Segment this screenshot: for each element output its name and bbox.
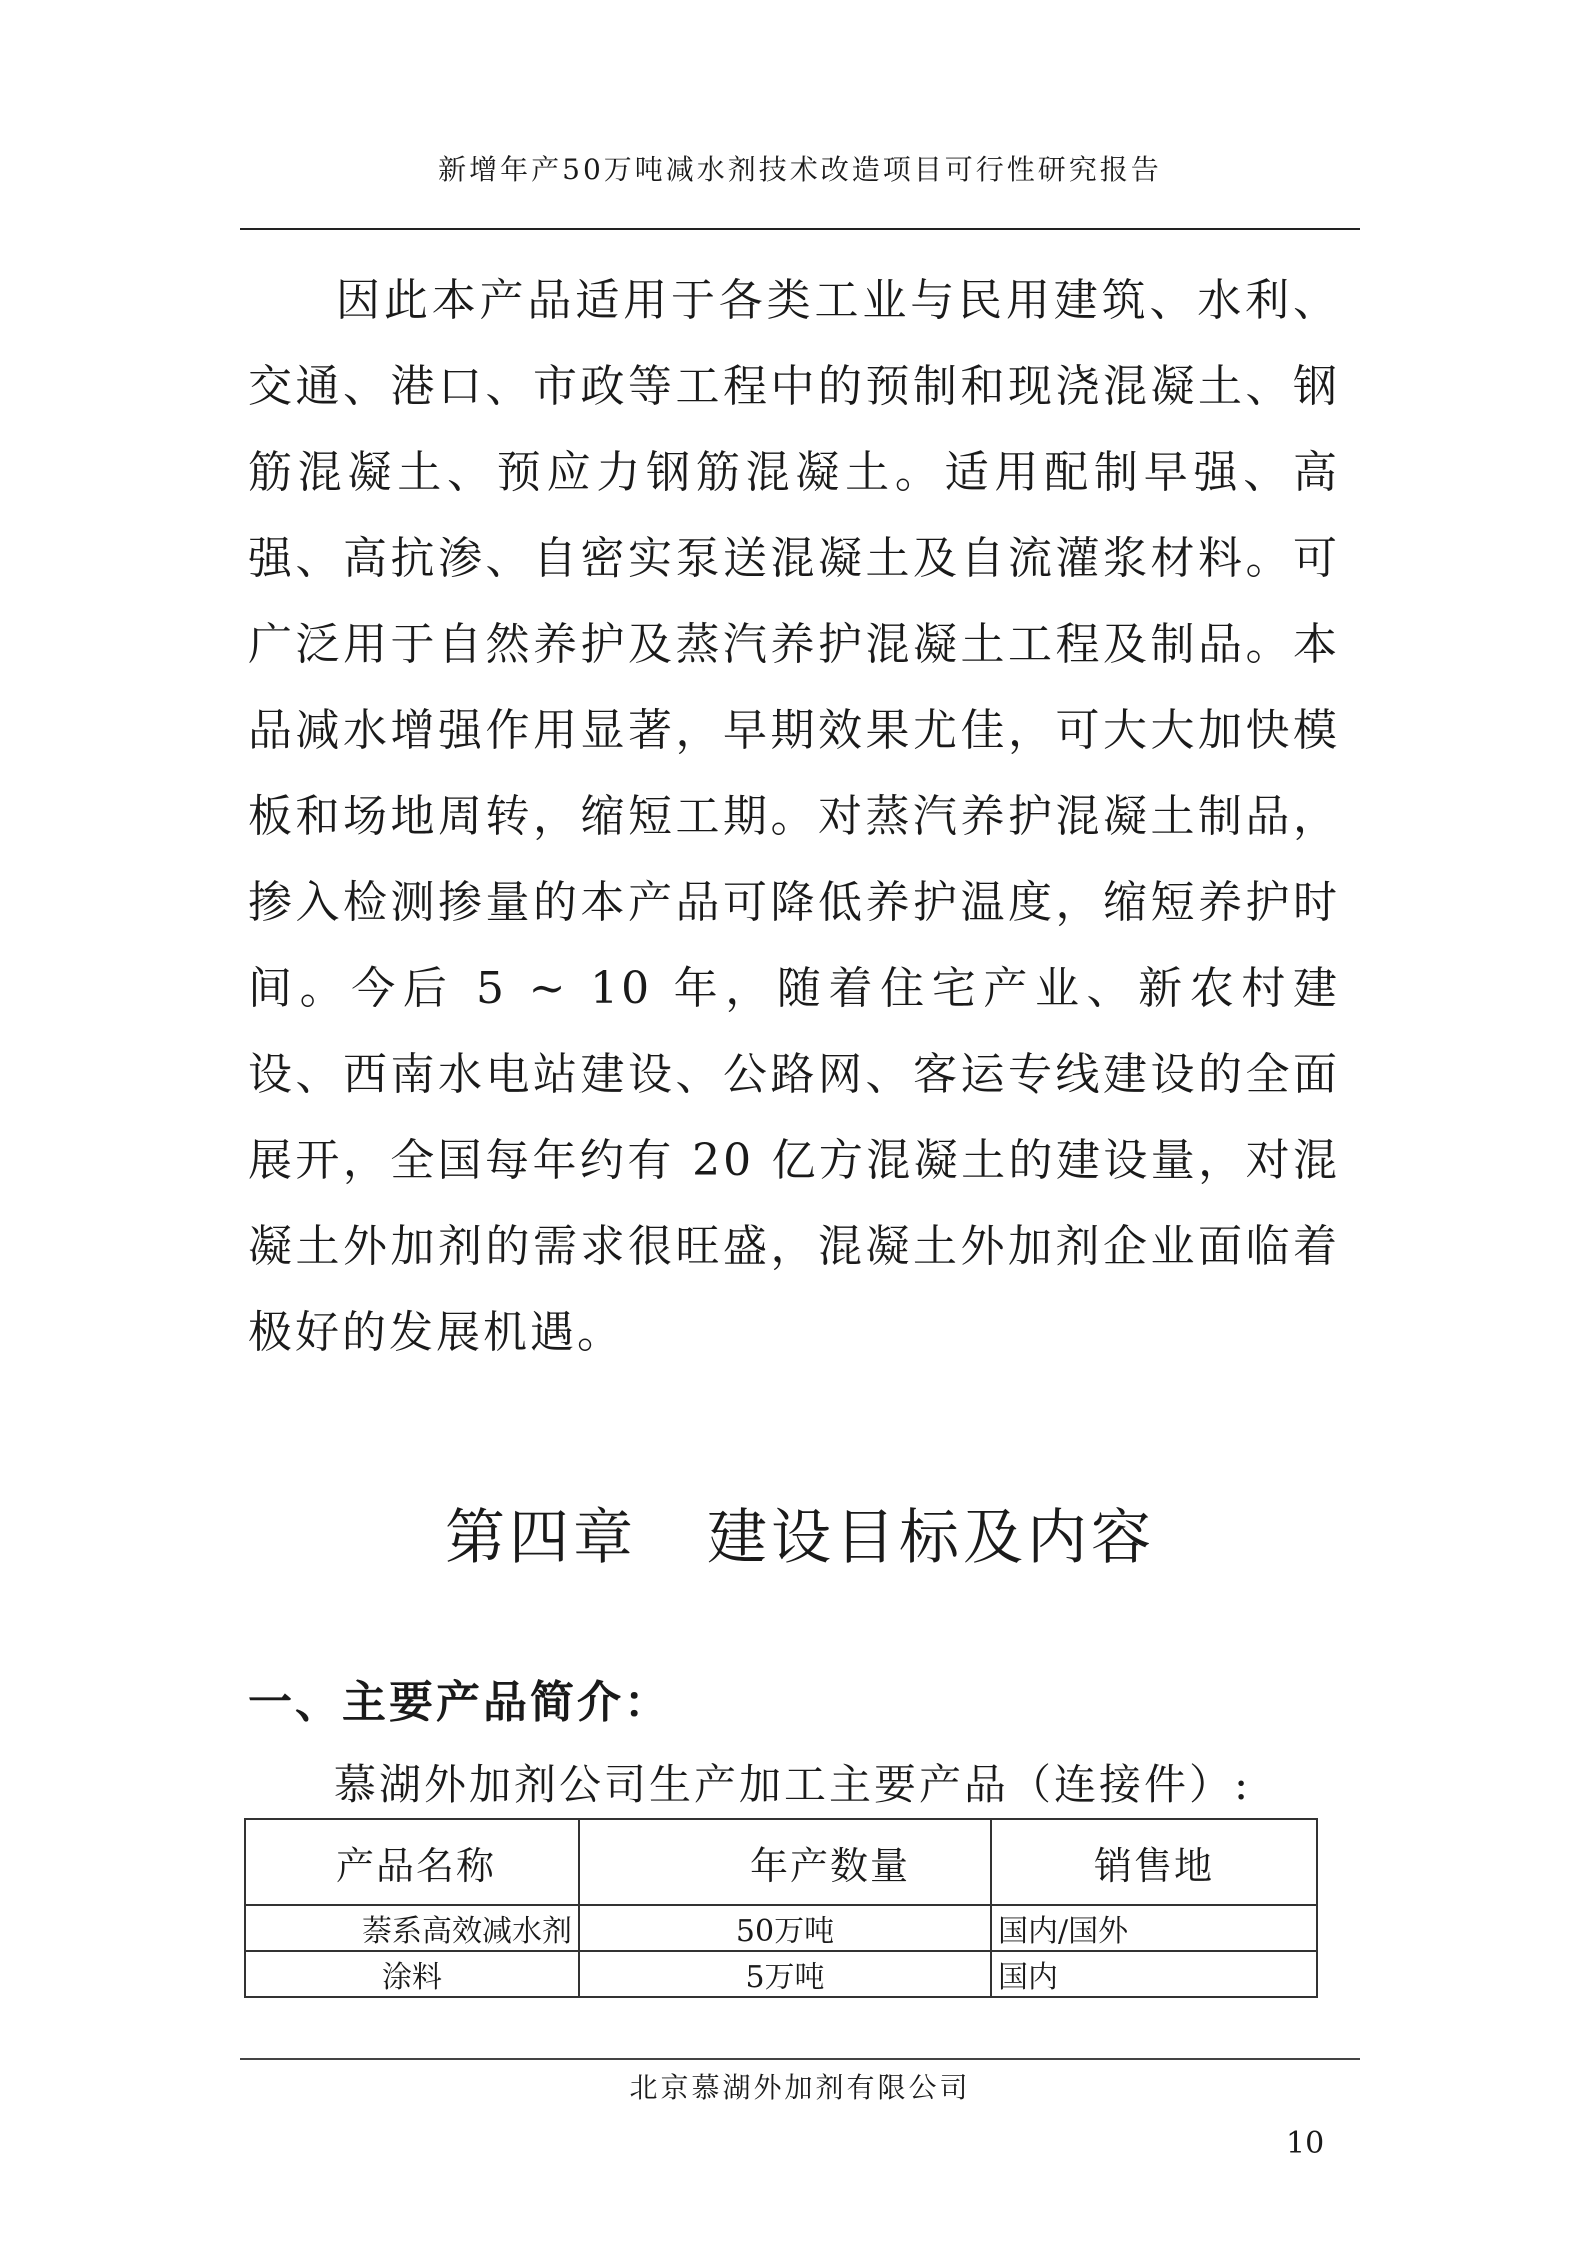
- running-header: 新增年产50万吨减水剂技术改造项目可行性研究报告: [438, 153, 1162, 186]
- table-cell-product-name: 萘系高效减水剂: [245, 1905, 579, 1951]
- products-table: [244, 1818, 1318, 1998]
- footer-company: 北京慕湖外加剂有限公司: [629, 2071, 971, 2104]
- chapter-number: 第四章: [445, 1503, 637, 1573]
- table-cell-annual-output: 50万吨: [579, 1905, 991, 1951]
- footer-rule: [240, 2058, 1360, 2060]
- table-header-row: [245, 1819, 1317, 1905]
- column-header-annual-output: 年产数量: [579, 1819, 991, 1905]
- table-caption: 慕湖外加剂公司生产加工主要产品（连接件）:: [334, 1760, 1252, 1809]
- table-row: [245, 1905, 1317, 1951]
- body-text: [248, 258, 1340, 1376]
- table-cell-product-name: 涂料: [245, 1951, 579, 1997]
- column-header-sales-region: 销售地: [991, 1819, 1317, 1905]
- page-number: 10: [1286, 2126, 1325, 2161]
- header-rule: [240, 228, 1360, 230]
- table-cell-annual-output: 5万吨: [579, 1951, 991, 1997]
- table-cell-sales-region: 国内/国外: [991, 1905, 1317, 1951]
- chapter-name: 建设目标及内容: [707, 1503, 1155, 1573]
- table-cell-sales-region: 国内: [991, 1951, 1317, 1997]
- chapter-title: [240, 1490, 1360, 1576]
- column-header-product-name: 产品名称: [245, 1819, 579, 1905]
- section-heading: 一、主要产品简介：: [248, 1677, 671, 1728]
- body-paragraph: 因此本产品适用于各类工业与民用建筑、水利、交通、港口、市政等工程中的预制和现浇混凝土、钢筋混凝土、预应力钢筋混凝土。适用配制早强、高强、高抗渗、自密实泵送混凝土及自流灌浆材料。可广泛用于自然养护及蒸汽养护混凝土工程及制品。本品减水增强作用显著，早期效果尤佳，可大大加快模板和场地周转，缩短工期。对蒸汽养护混凝土制品，掺入检测掺量的本产品可降低养护温度，缩短养护时间。今后 5 ~ 10 年，随着住宅产业、新农村建设、西南水电站建设、公路网、客运专线建设的全面展开，全国每年约有 20 亿方混凝土的建设量，对混凝土外加剂的需求很旺盛，混凝土外加剂企业面临着极好的发展机遇。: [248, 275, 1340, 1358]
- table-row: [245, 1951, 1317, 1997]
